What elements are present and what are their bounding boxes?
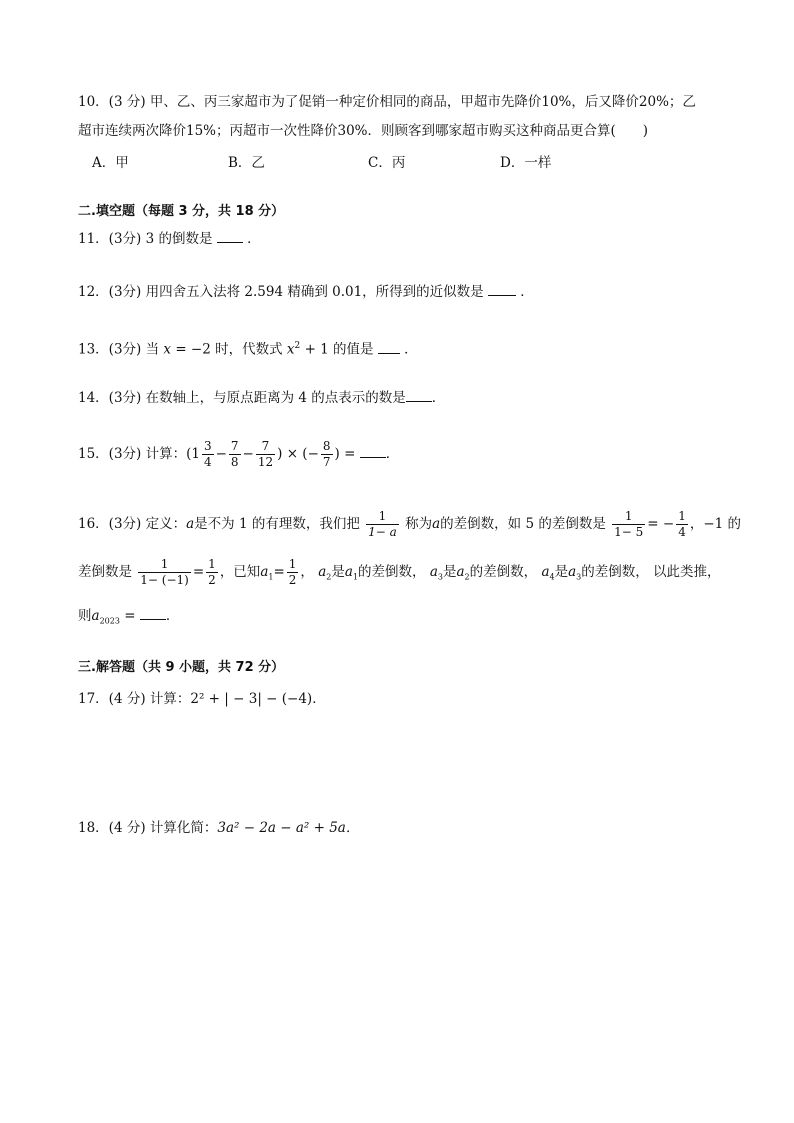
q16-var-a: a [186,516,195,532]
q12-blank [488,283,516,296]
q16-def-label: 16．(3分) 定义： [78,516,187,532]
q10-option-a: A．甲 [92,155,129,171]
q16-line2: 差倒数是 $\frac{1}{1- (-1)}$ = $\frac{1}{2}$ ，已知$a_1=$ $\frac{1}{2}$ ， $a_2$是$a_1$的差倒数， $a_3$是$a_2$的差倒数， $a_4$是$a_3$的差倒数， 以此类推， [78,557,721,587]
q15-frac-2: $\frac{7}{8}$ [230,439,239,469]
q16-frac-half-2: $\frac{1}{2}$ [288,557,297,587]
q16-frac-m1: $\frac{1}{1- (-1)}$ [140,557,189,587]
q16-a2: a [318,564,327,580]
q16-frac-half: $\frac{1}{2}$ [208,557,216,587]
q15-frac-1: $\frac{3}{4}$ [203,439,212,469]
q16-text-1: 是不为 1 的有理数，我们把 [194,516,360,532]
q16-text-2: 称为 [405,516,433,532]
q16-eq2: = [192,564,205,580]
q16-a2023: a [91,608,100,624]
q14-end: ． [431,390,446,406]
q11-end: ． [247,231,261,247]
q17-pre: 17．(4 分) 计算： [78,691,191,707]
q16-eq: = − [647,516,675,532]
q15-mid: ) × (− [277,446,319,462]
section3-title: 三.解答题（共 9 小题，共 72 分） [78,660,285,675]
q11-blank [217,230,243,243]
q13-blank [378,341,400,354]
q14-text: 14．(3分) 在数轴上，与原点距离为 4 的点表示的数是 [78,390,406,406]
q15-end: ． [385,446,400,462]
q16-text-7: 以此类推， [653,564,721,580]
q16-frac-def: $\frac{1}{1- a}$ [368,509,397,539]
q17 [78,690,326,708]
q16-then: 则 [78,608,92,624]
q13-var-x: x [163,341,172,358]
q18 [78,819,359,837]
q14-blank [406,389,432,402]
q10-option-b: B．乙 [228,155,265,171]
q16-blank [140,607,166,620]
q13-plus: + 1 的值是 [304,341,374,358]
q16-text-5: 差倒数是 [78,564,132,580]
q15-close: ) = [334,446,356,462]
q15-minus-2: − [242,446,254,462]
q16-var-a-2: a [432,516,441,532]
q11 [78,230,261,248]
q12-end: ． [520,284,534,300]
q18-expr: 3a² − 2a − a² + 5a． [217,820,360,836]
q15-minus-1: − [215,446,227,462]
q16-line1 [78,507,741,541]
q12 [78,283,534,301]
q13 [78,337,418,359]
q14 [78,389,445,407]
q15-blank [360,445,386,458]
q18-pre: 18．(4 分) 计算化简： [78,820,218,836]
q16-line3: 则$a_{2023}$ = ． [78,608,180,626]
q17-expr: 2² + | − 3| − (−4)． [190,691,326,707]
q10-line1: 10．(3 分) 甲、乙、丙三家超市为了促销一种定价相同的商品，甲超市先降价10%，后又降价20%；乙 [78,94,696,110]
q15-pre: 15．(3分) 计算：(1 [78,446,200,462]
q16-text-4: ，−1 的 [689,516,742,532]
q11-text: 11．(3分) 3 的倒数是 [78,231,213,247]
q12-text: 12．(3分) 用四舍五入法将 2.594 精确到 0.01，所得到的近似数是 [78,284,484,300]
q13-end: ． [404,341,418,358]
q13-cond: = −2 时，代数式 [175,341,283,358]
q15-frac-4: $\frac{8}{7}$ [322,439,331,469]
q16-a1: a [260,564,269,580]
q16-text-3: 的差倒数，如 5 的差倒数是 [440,516,606,532]
q15-frac-3: $\frac{7}{12}$ [257,439,274,469]
q10-option-d: D．一样 [500,155,552,171]
q15 [78,437,399,471]
q13-pre: 13．(3分) 当 [78,341,160,358]
q10-option-c: C．丙 [368,155,406,171]
q10-line2: 超市连续两次降价15%；丙超市一次性降价30%．则顾客到哪家超市购买这种商品更合算( ) [78,123,649,139]
q13-expr-x: x [286,341,295,358]
q16-frac-five: $\frac{1}{1- 5}$ [614,509,644,539]
q13-exp: 2 [294,341,301,351]
q16-a3: a [429,564,438,580]
q16-text-6: ，已知 [219,564,261,580]
q16-a4: a [541,564,550,580]
section2-title: 二.填空题（每题 3 分，共 18 分） [78,204,285,219]
q16-frac-quarter: $\frac{1}{4}$ [678,509,686,539]
